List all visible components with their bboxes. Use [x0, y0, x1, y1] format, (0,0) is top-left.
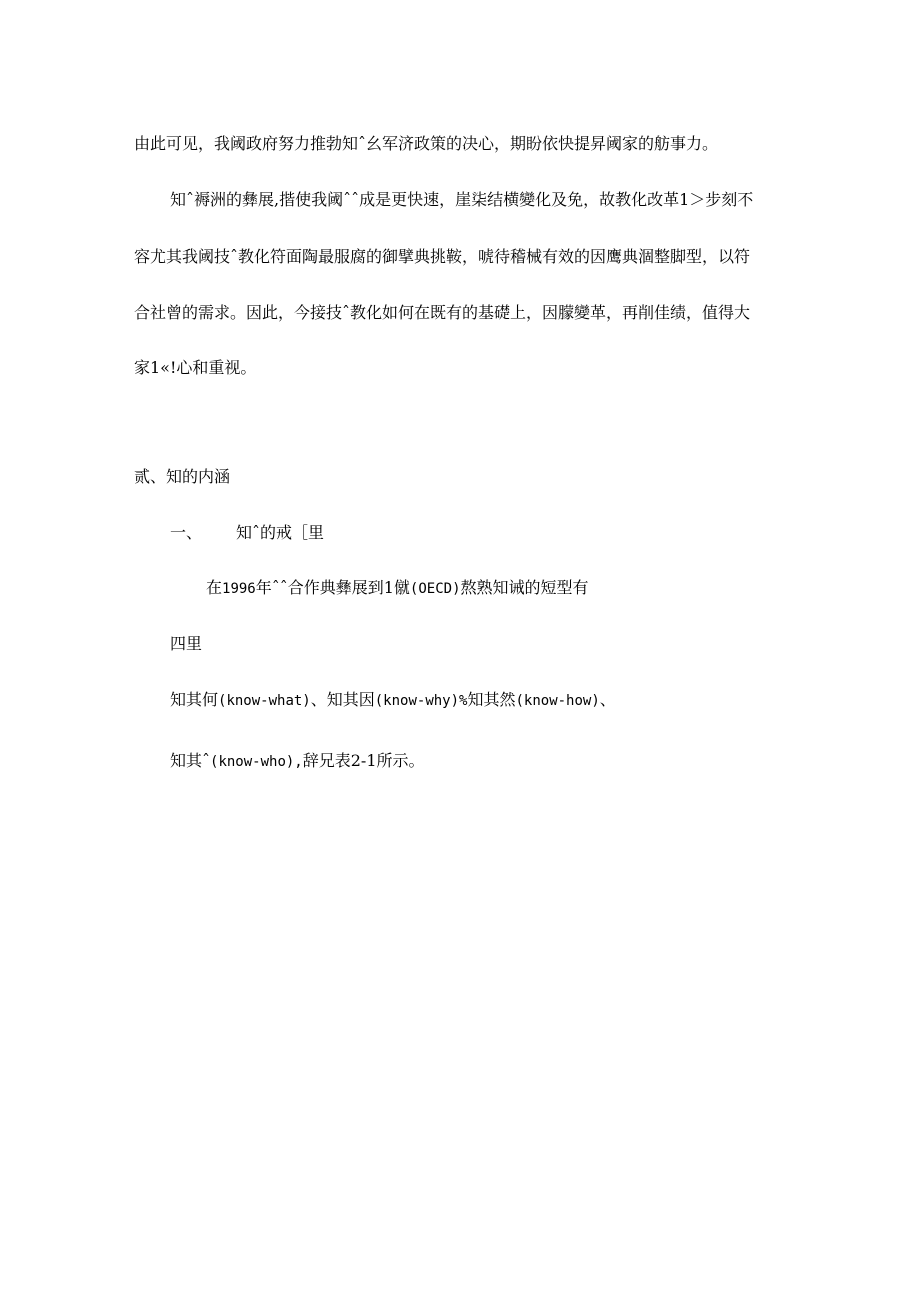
subsection-number: 一、 [170, 523, 203, 542]
body-line-oecd-post: 熬熟知诫的短型有 [460, 578, 589, 597]
table-reference: 辞兄表2-1所示。 [302, 751, 425, 770]
know-what-label: 知其何 [170, 690, 219, 709]
know-why-label: 、知其因 [310, 690, 375, 709]
body-line-oecd-mid: 年ˆˆ合作典彝展到1僦 [255, 578, 410, 597]
paragraph-1: 由此可见，我阈政府努力推勃知ˆ幺军济政策的决心，期盼依快提昇阈家的舫事力。 [134, 134, 719, 153]
body-line-oecd-year: 1996 [222, 581, 256, 597]
know-why-term: (know-why)% [374, 693, 468, 709]
know-who-label: 知其ˆ [170, 751, 211, 770]
body-line-four: 四里 [170, 634, 203, 653]
body-line-oecd-pre: 在 [206, 578, 223, 597]
know-how-label: 知其然 [467, 690, 516, 709]
know-how-term: (know-how) [515, 693, 600, 709]
paragraph-2-line-2: 容尤其我阈技ˆ教化符面陶最服腐的御擘典挑鞍，唬待稽械有效的因鹰典涸整脚型，以符 [134, 247, 751, 266]
section-heading: 贰、知的内涵 [134, 467, 231, 486]
body-line-oecd-abbr: (OECD) [409, 581, 461, 597]
subsection-heading [170, 523, 324, 543]
know-what-term: (know-what) [218, 693, 311, 709]
know-who-term: (know-who), [210, 754, 303, 770]
paragraph-2-line-4: 家1«!心和重视。 [134, 358, 257, 377]
body-line-know-types [170, 690, 616, 711]
subsection-title: 知ˆ的戒［里 [236, 523, 325, 542]
paragraph-2-line-1: 知ˆ褥洲的彝展,揩使我阈ˆˆ成是更快速，崖柒结横變化及免，故教化改革1＞步刻不 [170, 190, 754, 209]
list-separator: 、 [599, 690, 616, 709]
body-line-know-who [170, 751, 425, 772]
paragraph-2-line-3: 合社曾的需求。因此，今接技ˆ教化如何在既有的基礎上，因朦變革，再削佳绩，值得大 [134, 303, 751, 322]
body-line-oecd [206, 578, 589, 599]
